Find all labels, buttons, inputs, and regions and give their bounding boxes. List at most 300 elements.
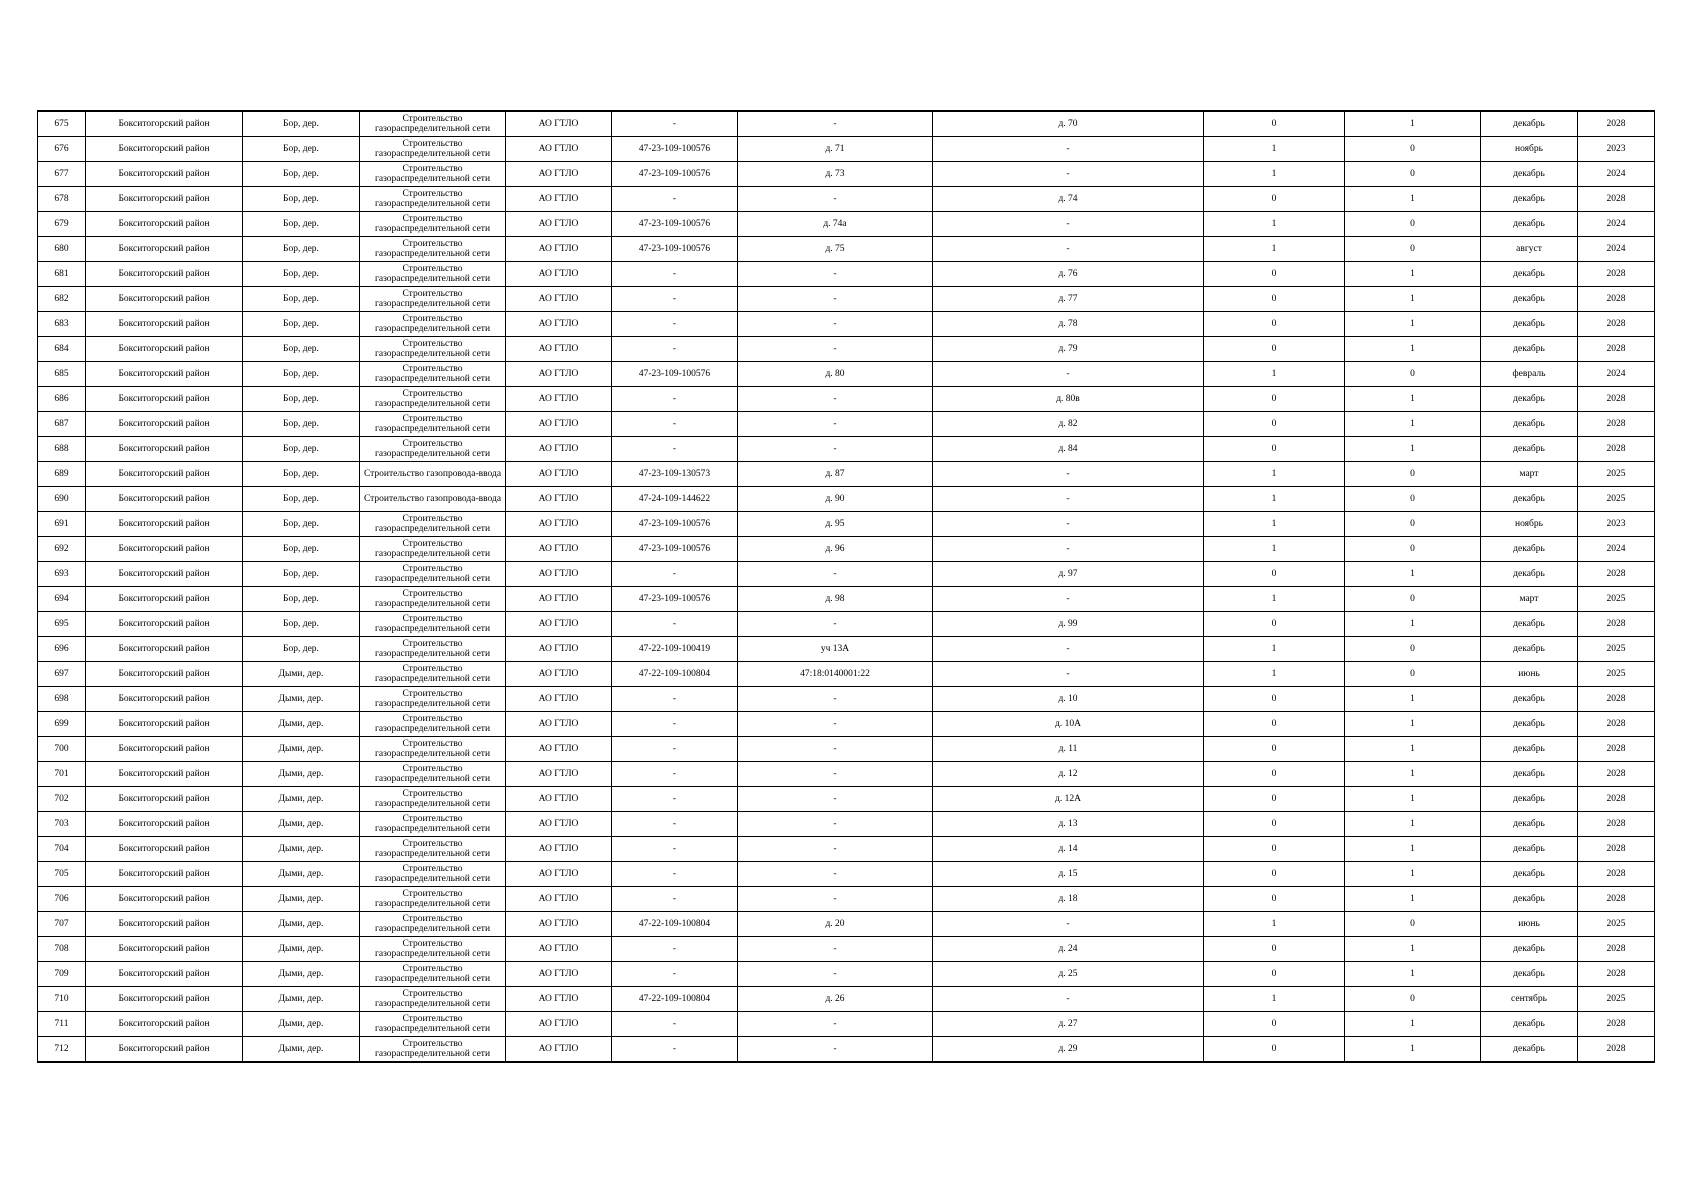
count-connected-cell: 1 [1204,137,1345,162]
month-cell: декабрь [1481,437,1578,462]
year-cell: 2028 [1578,287,1655,312]
table-row [38,712,1655,737]
table-body [38,111,1655,1062]
row-number-cell: 693 [38,562,86,587]
work-type-cell [360,387,506,412]
address-planned-cell: - [933,212,1204,237]
table-row [38,937,1655,962]
month-cell: декабрь [1481,312,1578,337]
work-type-line: Строительство [402,739,463,749]
row-number-cell: 703 [38,812,86,837]
count-connected-cell: 0 [1204,612,1345,637]
year-cell: 2028 [1578,1037,1655,1063]
object-number-cell: 47-23-109-130573 [612,462,738,487]
year-cell: 2028 [1578,1012,1655,1037]
address-connected-cell: - [738,187,933,212]
address-planned-cell: - [933,462,1204,487]
month-cell: декабрь [1481,812,1578,837]
table-row [38,512,1655,537]
count-planned-cell: 1 [1345,962,1481,987]
address-planned-cell: д. 70 [933,111,1204,137]
table-row [38,412,1655,437]
address-connected-cell: д. 87 [738,462,933,487]
count-connected-cell: 1 [1204,362,1345,387]
address-planned-cell: д. 76 [933,262,1204,287]
district-cell: Бокситогорский район [86,111,243,137]
district-cell: Бокситогорский район [86,337,243,362]
address-connected-cell: - [738,612,933,637]
object-number-cell: 47-23-109-100576 [612,587,738,612]
object-number-cell: 47-22-109-100419 [612,637,738,662]
district-cell: Бокситогорский район [86,987,243,1012]
work-type-cell [360,612,506,637]
count-planned-cell: 1 [1345,111,1481,137]
settlement-cell: Дыми, дер. [243,762,360,787]
address-planned-cell: д. 14 [933,837,1204,862]
address-connected-cell: - [738,312,933,337]
district-cell: Бокситогорский район [86,312,243,337]
count-planned-cell: 0 [1345,212,1481,237]
year-cell: 2024 [1578,362,1655,387]
count-planned-cell: 1 [1345,187,1481,212]
object-number-cell: - [612,812,738,837]
settlement-cell: Бор, дер. [243,137,360,162]
count-planned-cell: 1 [1345,387,1481,412]
month-cell: декабрь [1481,387,1578,412]
count-planned-cell: 1 [1345,887,1481,912]
address-planned-cell: д. 78 [933,312,1204,337]
count-connected-cell: 1 [1204,212,1345,237]
work-type-cell [360,837,506,862]
row-number-cell: 683 [38,312,86,337]
organization-cell: АО ГТЛО [506,512,612,537]
address-connected-cell: - [738,262,933,287]
address-planned-cell: д. 97 [933,562,1204,587]
work-type-line: Строительство [402,564,463,574]
year-cell: 2028 [1578,737,1655,762]
settlement-cell: Бор, дер. [243,512,360,537]
settlement-cell: Дыми, дер. [243,937,360,962]
work-type-line: газораспределительной сети [374,299,491,309]
object-number-cell: - [612,262,738,287]
object-number-cell: 47-22-109-100804 [612,662,738,687]
organization-cell: АО ГТЛО [506,187,612,212]
organization-cell: АО ГТЛО [506,937,612,962]
settlement-cell: Бор, дер. [243,262,360,287]
year-cell: 2028 [1578,562,1655,587]
settlement-cell: Бор, дер. [243,637,360,662]
organization-cell: АО ГТЛО [506,387,612,412]
row-number-cell: 685 [38,362,86,387]
table-row [38,887,1655,912]
work-type-line: газораспределительной сети [374,424,491,434]
count-connected-cell: 1 [1204,487,1345,512]
settlement-cell: Дыми, дер. [243,837,360,862]
year-cell: 2024 [1578,237,1655,262]
object-number-cell: - [612,562,738,587]
settlement-cell: Бор, дер. [243,212,360,237]
district-cell: Бокситогорский район [86,237,243,262]
month-cell: декабрь [1481,787,1578,812]
address-planned-cell: - [933,137,1204,162]
work-type-cell [360,987,506,1012]
address-planned-cell: д. 13 [933,812,1204,837]
address-planned-cell: - [933,512,1204,537]
table-row [38,111,1655,137]
year-cell: 2028 [1578,687,1655,712]
row-number-cell: 682 [38,287,86,312]
district-cell: Бокситогорский район [86,537,243,562]
district-cell: Бокситогорский район [86,1012,243,1037]
year-cell: 2025 [1578,637,1655,662]
organization-cell: АО ГТЛО [506,487,612,512]
work-type-line: газораспределительной сети [374,974,491,984]
count-planned-cell: 1 [1345,437,1481,462]
count-planned-cell: 0 [1345,587,1481,612]
work-type-line: Строительство [402,539,463,549]
district-cell: Бокситогорский район [86,412,243,437]
row-number-cell: 691 [38,512,86,537]
year-cell: 2028 [1578,612,1655,637]
year-cell: 2028 [1578,111,1655,137]
year-cell: 2028 [1578,887,1655,912]
year-cell: 2028 [1578,937,1655,962]
month-cell: ноябрь [1481,137,1578,162]
object-number-cell: 47-23-109-100576 [612,512,738,537]
count-planned-cell: 0 [1345,162,1481,187]
address-connected-cell: д. 90 [738,487,933,512]
work-type-line: Строительство [402,164,463,174]
work-type-line: газораспределительной сети [374,449,491,459]
month-cell: декабрь [1481,862,1578,887]
organization-cell: АО ГТЛО [506,712,612,737]
district-cell: Бокситогорский район [86,487,243,512]
address-connected-cell: - [738,887,933,912]
table-row [38,962,1655,987]
work-type-line: газораспределительной сети [374,549,491,559]
row-number-cell: 708 [38,937,86,962]
count-planned-cell: 0 [1345,137,1481,162]
month-cell: декабрь [1481,337,1578,362]
settlement-cell: Дыми, дер. [243,812,360,837]
count-connected-cell: 0 [1204,937,1345,962]
address-connected-cell: д. 96 [738,537,933,562]
row-number-cell: 675 [38,111,86,137]
address-connected-cell: 47:18:0140001:22 [738,662,933,687]
organization-cell: АО ГТЛО [506,287,612,312]
count-connected-cell: 0 [1204,687,1345,712]
work-type-cell [360,937,506,962]
work-type-line: газораспределительной сети [374,124,491,134]
count-planned-cell: 1 [1345,937,1481,962]
organization-cell: АО ГТЛО [506,762,612,787]
address-planned-cell: - [933,987,1204,1012]
settlement-cell: Дыми, дер. [243,912,360,937]
month-cell: декабрь [1481,537,1578,562]
work-type-cell [360,587,506,612]
address-planned-cell: - [933,537,1204,562]
work-type-line: газораспределительной сети [374,624,491,634]
work-type-line: Строительство [402,514,463,524]
row-number-cell: 680 [38,237,86,262]
address-connected-cell: - [738,111,933,137]
settlement-cell: Дыми, дер. [243,737,360,762]
year-cell: 2024 [1578,537,1655,562]
count-planned-cell: 1 [1345,812,1481,837]
organization-cell: АО ГТЛО [506,837,612,862]
table-row [38,462,1655,487]
address-connected-cell: - [738,437,933,462]
month-cell: декабрь [1481,712,1578,737]
row-number-cell: 698 [38,687,86,712]
row-number-cell: 697 [38,662,86,687]
district-cell: Бокситогорский район [86,512,243,537]
object-number-cell: - [612,1037,738,1063]
settlement-cell: Бор, дер. [243,362,360,387]
work-type-cell [360,187,506,212]
address-connected-cell: - [738,737,933,762]
district-cell: Бокситогорский район [86,887,243,912]
district-cell: Бокситогорский район [86,637,243,662]
district-cell: Бокситогорский район [86,262,243,287]
table-row [38,862,1655,887]
address-planned-cell: - [933,637,1204,662]
year-cell: 2028 [1578,762,1655,787]
table-row [38,562,1655,587]
table-row [38,387,1655,412]
month-cell: декабрь [1481,1037,1578,1063]
district-cell: Бокситогорский район [86,737,243,762]
work-type-line: Строительство [402,664,463,674]
count-connected-cell: 0 [1204,712,1345,737]
object-number-cell: - [612,687,738,712]
row-number-cell: 676 [38,137,86,162]
address-connected-cell: уч 13А [738,637,933,662]
object-number-cell: - [612,737,738,762]
organization-cell: АО ГТЛО [506,662,612,687]
address-planned-cell: д. 25 [933,962,1204,987]
settlement-cell: Бор, дер. [243,562,360,587]
count-planned-cell: 0 [1345,237,1481,262]
object-number-cell: 47-22-109-100804 [612,987,738,1012]
district-cell: Бокситогорский район [86,287,243,312]
row-number-cell: 686 [38,387,86,412]
table-row [38,137,1655,162]
district-cell: Бокситогорский район [86,812,243,837]
work-type-line: Строительство [402,414,463,424]
address-connected-cell: д. 98 [738,587,933,612]
count-planned-cell: 1 [1345,762,1481,787]
address-planned-cell: д. 77 [933,287,1204,312]
district-cell: Бокситогорский район [86,187,243,212]
object-number-cell: - [612,412,738,437]
count-planned-cell: 1 [1345,1037,1481,1063]
work-type-line: газораспределительной сети [374,524,491,534]
organization-cell: АО ГТЛО [506,212,612,237]
settlement-cell: Дыми, дер. [243,887,360,912]
month-cell: февраль [1481,362,1578,387]
table-row [38,262,1655,287]
work-type-line: газораспределительной сети [374,349,491,359]
count-connected-cell: 0 [1204,187,1345,212]
count-planned-cell: 0 [1345,362,1481,387]
month-cell: июнь [1481,662,1578,687]
count-connected-cell: 0 [1204,1037,1345,1063]
address-connected-cell: - [738,937,933,962]
work-type-line: Строительство [402,864,463,874]
count-connected-cell: 0 [1204,437,1345,462]
count-connected-cell: 0 [1204,412,1345,437]
settlement-cell: Бор, дер. [243,287,360,312]
object-number-cell: - [612,111,738,137]
work-type-cell [360,912,506,937]
year-cell: 2028 [1578,437,1655,462]
month-cell: декабрь [1481,562,1578,587]
work-type-line: газораспределительной сети [374,924,491,934]
district-cell: Бокситогорский район [86,612,243,637]
row-number-cell: 690 [38,487,86,512]
address-connected-cell: - [738,1012,933,1037]
work-type-line: Строительство [402,789,463,799]
work-type-cell [360,687,506,712]
district-cell: Бокситогорский район [86,762,243,787]
table-row [38,987,1655,1012]
object-number-cell: 47-23-109-100576 [612,137,738,162]
object-number-cell: 47-24-109-144622 [612,487,738,512]
work-type-cell [360,287,506,312]
work-type-cell [360,237,506,262]
count-connected-cell: 0 [1204,387,1345,412]
address-planned-cell: - [933,237,1204,262]
work-type-cell [360,111,506,137]
settlement-cell: Дыми, дер. [243,712,360,737]
count-planned-cell: 1 [1345,612,1481,637]
count-planned-cell: 1 [1345,337,1481,362]
address-connected-cell: - [738,387,933,412]
work-type-line: Строительство газопровода-ввода [363,494,502,504]
address-connected-cell: д. 75 [738,237,933,262]
object-number-cell: - [612,1012,738,1037]
work-type-line: Строительство [402,989,463,999]
count-connected-cell: 0 [1204,837,1345,862]
object-number-cell: - [612,887,738,912]
month-cell: декабрь [1481,762,1578,787]
address-connected-cell: д. 73 [738,162,933,187]
district-cell: Бокситогорский район [86,137,243,162]
organization-cell: АО ГТЛО [506,237,612,262]
count-planned-cell: 1 [1345,787,1481,812]
row-number-cell: 687 [38,412,86,437]
month-cell: декабрь [1481,1012,1578,1037]
row-number-cell: 688 [38,437,86,462]
count-planned-cell: 0 [1345,487,1481,512]
object-number-cell: - [612,187,738,212]
row-number-cell: 712 [38,1037,86,1063]
work-type-line: газораспределительной сети [374,699,491,709]
month-cell: март [1481,462,1578,487]
organization-cell: АО ГТЛО [506,612,612,637]
count-connected-cell: 1 [1204,162,1345,187]
work-type-line: Строительство [402,239,463,249]
object-number-cell: 47-23-109-100576 [612,362,738,387]
object-number-cell: - [612,337,738,362]
year-cell: 2028 [1578,787,1655,812]
month-cell: декабрь [1481,887,1578,912]
row-number-cell: 702 [38,787,86,812]
count-connected-cell: 0 [1204,962,1345,987]
object-number-cell: 47-23-109-100576 [612,162,738,187]
work-type-cell [360,412,506,437]
settlement-cell: Дыми, дер. [243,987,360,1012]
settlement-cell: Дыми, дер. [243,1037,360,1063]
work-type-cell [360,787,506,812]
row-number-cell: 696 [38,637,86,662]
settlement-cell: Дыми, дер. [243,962,360,987]
work-type-cell [360,637,506,662]
work-type-line: Строительство [402,364,463,374]
row-number-cell: 710 [38,987,86,1012]
district-cell: Бокситогорский район [86,937,243,962]
object-number-cell: - [612,387,738,412]
settlement-cell: Бор, дер. [243,587,360,612]
district-cell: Бокситогорский район [86,912,243,937]
year-cell: 2023 [1578,137,1655,162]
row-number-cell: 692 [38,537,86,562]
work-type-line: Строительство [402,264,463,274]
district-cell: Бокситогорский район [86,587,243,612]
settlement-cell: Дыми, дер. [243,862,360,887]
object-number-cell: - [612,837,738,862]
count-planned-cell: 0 [1345,637,1481,662]
settlement-cell: Бор, дер. [243,237,360,262]
row-number-cell: 695 [38,612,86,637]
year-cell: 2025 [1578,487,1655,512]
month-cell: декабрь [1481,637,1578,662]
organization-cell: АО ГТЛО [506,737,612,762]
row-number-cell: 711 [38,1012,86,1037]
object-number-cell: - [612,312,738,337]
work-type-line: Строительство [402,589,463,599]
row-number-cell: 677 [38,162,86,187]
settlement-cell: Бор, дер. [243,537,360,562]
year-cell: 2028 [1578,187,1655,212]
work-type-cell [360,337,506,362]
year-cell: 2028 [1578,312,1655,337]
work-type-line: Строительство [402,314,463,324]
row-number-cell: 678 [38,187,86,212]
work-type-line: газораспределительной сети [374,574,491,584]
table-row [38,687,1655,712]
table-row [38,437,1655,462]
table-row [38,1037,1655,1063]
year-cell: 2028 [1578,837,1655,862]
address-planned-cell: д. 29 [933,1037,1204,1063]
object-number-cell: - [612,762,738,787]
district-cell: Бокситогорский район [86,787,243,812]
year-cell: 2028 [1578,337,1655,362]
organization-cell: АО ГТЛО [506,437,612,462]
year-cell: 2024 [1578,212,1655,237]
count-connected-cell: 1 [1204,987,1345,1012]
year-cell: 2023 [1578,512,1655,537]
table-row [38,637,1655,662]
month-cell: ноябрь [1481,512,1578,537]
organization-cell: АО ГТЛО [506,262,612,287]
organization-cell: АО ГТЛО [506,1037,612,1063]
count-connected-cell: 0 [1204,562,1345,587]
work-type-cell [360,562,506,587]
settlement-cell: Дыми, дер. [243,662,360,687]
